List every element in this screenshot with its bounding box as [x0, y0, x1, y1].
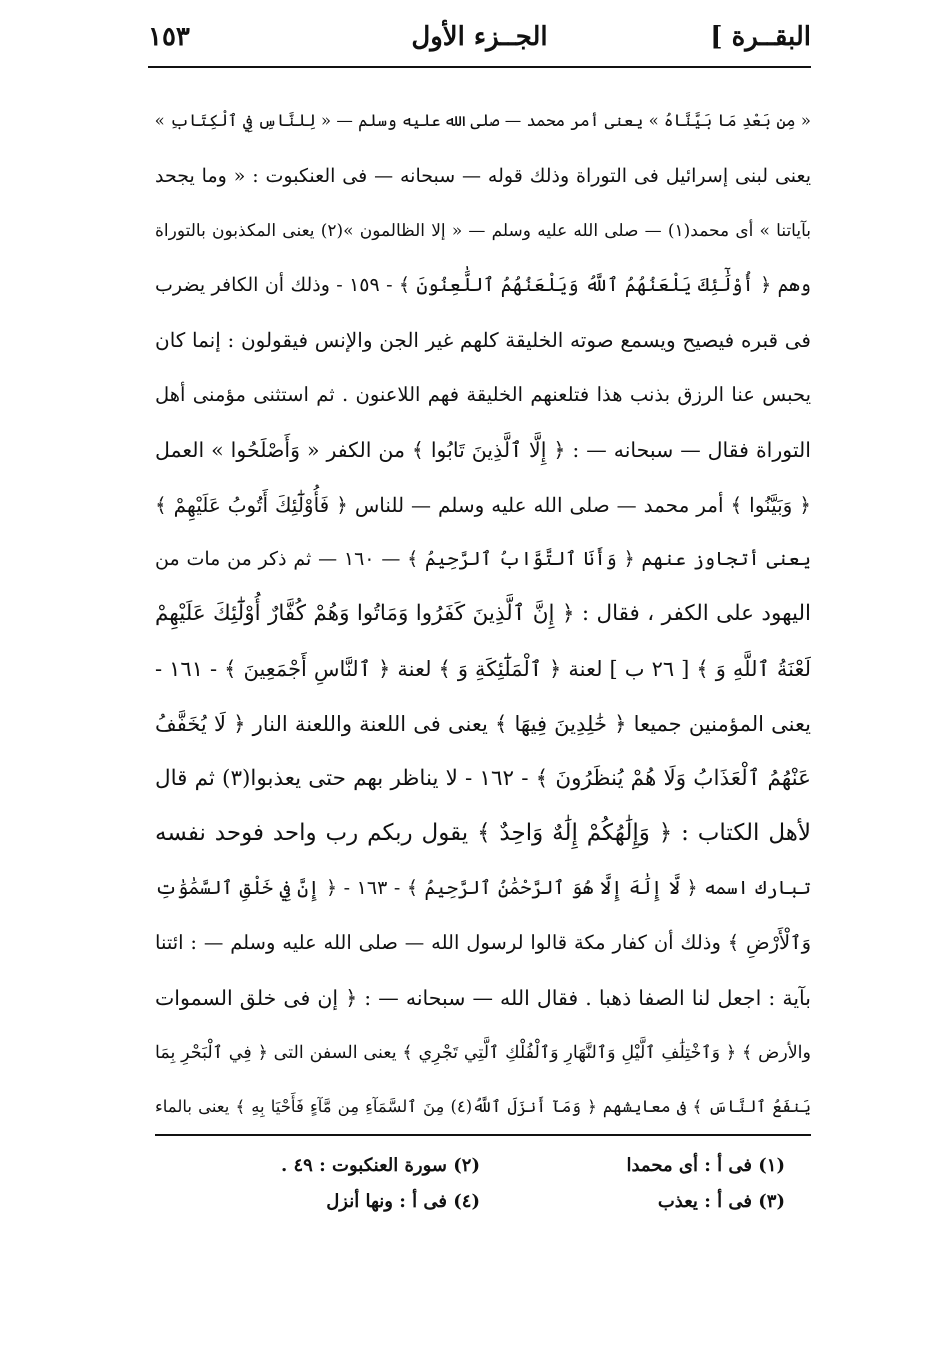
- footnote: (١) فى أ : أى محمدا: [626, 1155, 785, 1176]
- part-title: الجــزء الأول: [411, 22, 548, 52]
- text-line: يحبس عنا الرزق بذنب هذا فتلعنهم الخليقة فهم اللاعنون . ثم استثنى مؤمنى أهل: [155, 382, 811, 406]
- text-line: « مِن بَعْدِ مَا بَيَّنَّاهُ » يعنى أمر محمد — صلى الله عليه وسلم — « لِلنَّاسِ فِي ٱلْكِتَابِ »: [155, 111, 811, 130]
- footnote-row: [230, 1184, 785, 1220]
- text-line: تبارك اسمه ﴿ لَّا إِلَٰهَ إِلَّا هُوَ ٱلرَّحْمَٰنُ ٱلرَّحِيمُ ﴾ - ١٦٣ - ﴿ إِنَّ فِي خَلْقِ ٱلسَّمَٰوَٰتِ: [155, 877, 811, 900]
- text-line: يعنى المؤمنين جميعا ﴿ خَٰلِدِينَ فِيهَا ﴾ يعنى فى اللعنة واللعنة النار ﴿ لَا يُخَفَّفُ: [155, 711, 811, 736]
- text-line: عَنْهُمُ ٱلْعَذَابُ وَلَا هُمْ يُنظَرُونَ ﴾ - ١٦٢ - لا يناظر بهم حتى يعذبوا(٣) ثم قال: [155, 765, 811, 791]
- footnotes: [230, 1148, 785, 1220]
- text-line: بآية : اجعل لنا الصفا ذهبا . فقال الله — سبحانه — : ﴿ إن فى خلق السموات: [155, 985, 811, 1010]
- page-number: ١٥٣: [148, 22, 190, 52]
- text-line: اليهود على الكفر ، فقال : ﴿ إِنَّ ٱلَّذِينَ كَفَرُوا وَمَاتُوا وَهُمْ كُفَّارٌ أُوْلَٰٓئِكَ عَلَيْهِمْ: [155, 601, 811, 627]
- footnote: (٣) فى أ : يعذب: [657, 1191, 785, 1212]
- text-line: لَعْنَةُ ٱللَّهِ وَ ﴾ [ ٢٦ ب ] لعنة ﴿ ٱلْمَلَٰٓئِكَةِ وَ ﴾ لعنة ﴿ ٱلنَّاسِ أَجْمَعِينَ ﴾ - ١٦١ -: [155, 656, 811, 681]
- text-line: والأرض ﴾ ﴿ وَٱخْتِلَٰفِ ٱلَّيْلِ وَٱلنَّهَارِ وَٱلْفُلْكِ ٱلَّتِي تَجْرِي ﴾ يعنى السفن التى ﴿ فِي ٱلْبَحْرِ بِمَا: [155, 1042, 811, 1063]
- text-line: ﴿ وَبَيَّنُوا ﴾ أمر محمد — صلى الله عليه وسلم — للناس ﴿ فَأُوْلَٰٓئِكَ أَتُوبُ عَلَيْهِمْ ﴾: [155, 492, 811, 517]
- text-line: وهم ﴿ أُوْلَٰٓئِكَ يَلْعَنُهُمُ ٱللَّهُ وَيَلْعَنُهُمُ ٱللَّٰعِنُونَ ﴾ - ١٥٩ - وذلك أن الكافر يضرب: [155, 274, 811, 297]
- text-line: التوراة فقال — سبحانه — : ﴿ إِلَّا ٱلَّذِينَ تَابُوا ﴾ من الكفر « وَأَصْلَحُوا » العمل: [155, 437, 811, 462]
- footnote: (٢) سورة العنكبوت : ٤٩ .: [280, 1155, 480, 1176]
- footnote: (٤) فى أ : ونها أنزل: [326, 1191, 480, 1212]
- text-line: يَنفَعُ ٱلنَّاسَ ﴾ فى معايشهم ﴿ وَمَآ أَنزَلَ ٱللَّهُ(٤) مِنَ ٱلسَّمَآءِ مِن مَّآءٍ فَأَحْيَا بِهِ ﴾ يعنى بالماء: [155, 1097, 811, 1117]
- footnote-row: [230, 1148, 785, 1184]
- text-line: فى قبره فيصيح ويسمع صوته الخليقة كلهم غير الجن والإنس فيقولون : إنما كان: [155, 328, 811, 353]
- text-line: يعنى أتجاوز عنهم ﴿ وَأَنَا ٱلتَّوَّابُ ٱلرَّحِيمُ ﴾ — ١٦٠ — ثم ذكر من مات من: [155, 548, 811, 571]
- page-header: [148, 14, 811, 64]
- text-line: وَٱلْأَرْضِ ﴾ وذلك أن كفار مكة قالوا لرسول الله — صلى الله عليه وسلم — : ائتنا: [155, 930, 811, 954]
- surah-title: البقــرة ]: [710, 22, 811, 52]
- header-rule: [148, 66, 811, 68]
- text-line: يعنى لبنى إسرائيل فى التوراة وذلك قوله — سبحانه — فى العنكبوت : « وما يجحد: [155, 164, 811, 187]
- text-line: بآياتنا » أى محمد(١) — صلى الله عليه وسلم — « إلا الظالمون »(٢) يعنى المكذبون بالتوراة: [155, 220, 811, 241]
- text-line: لأهل الكتاب : ﴿ وَإِلَٰهُكُمْ إِلَٰهٌ وَاحِدٌ ﴾ يقول ربكم رب واحد فوحد نفسه: [155, 820, 811, 847]
- footnote-rule: [155, 1134, 811, 1136]
- main-text: [155, 94, 811, 1135]
